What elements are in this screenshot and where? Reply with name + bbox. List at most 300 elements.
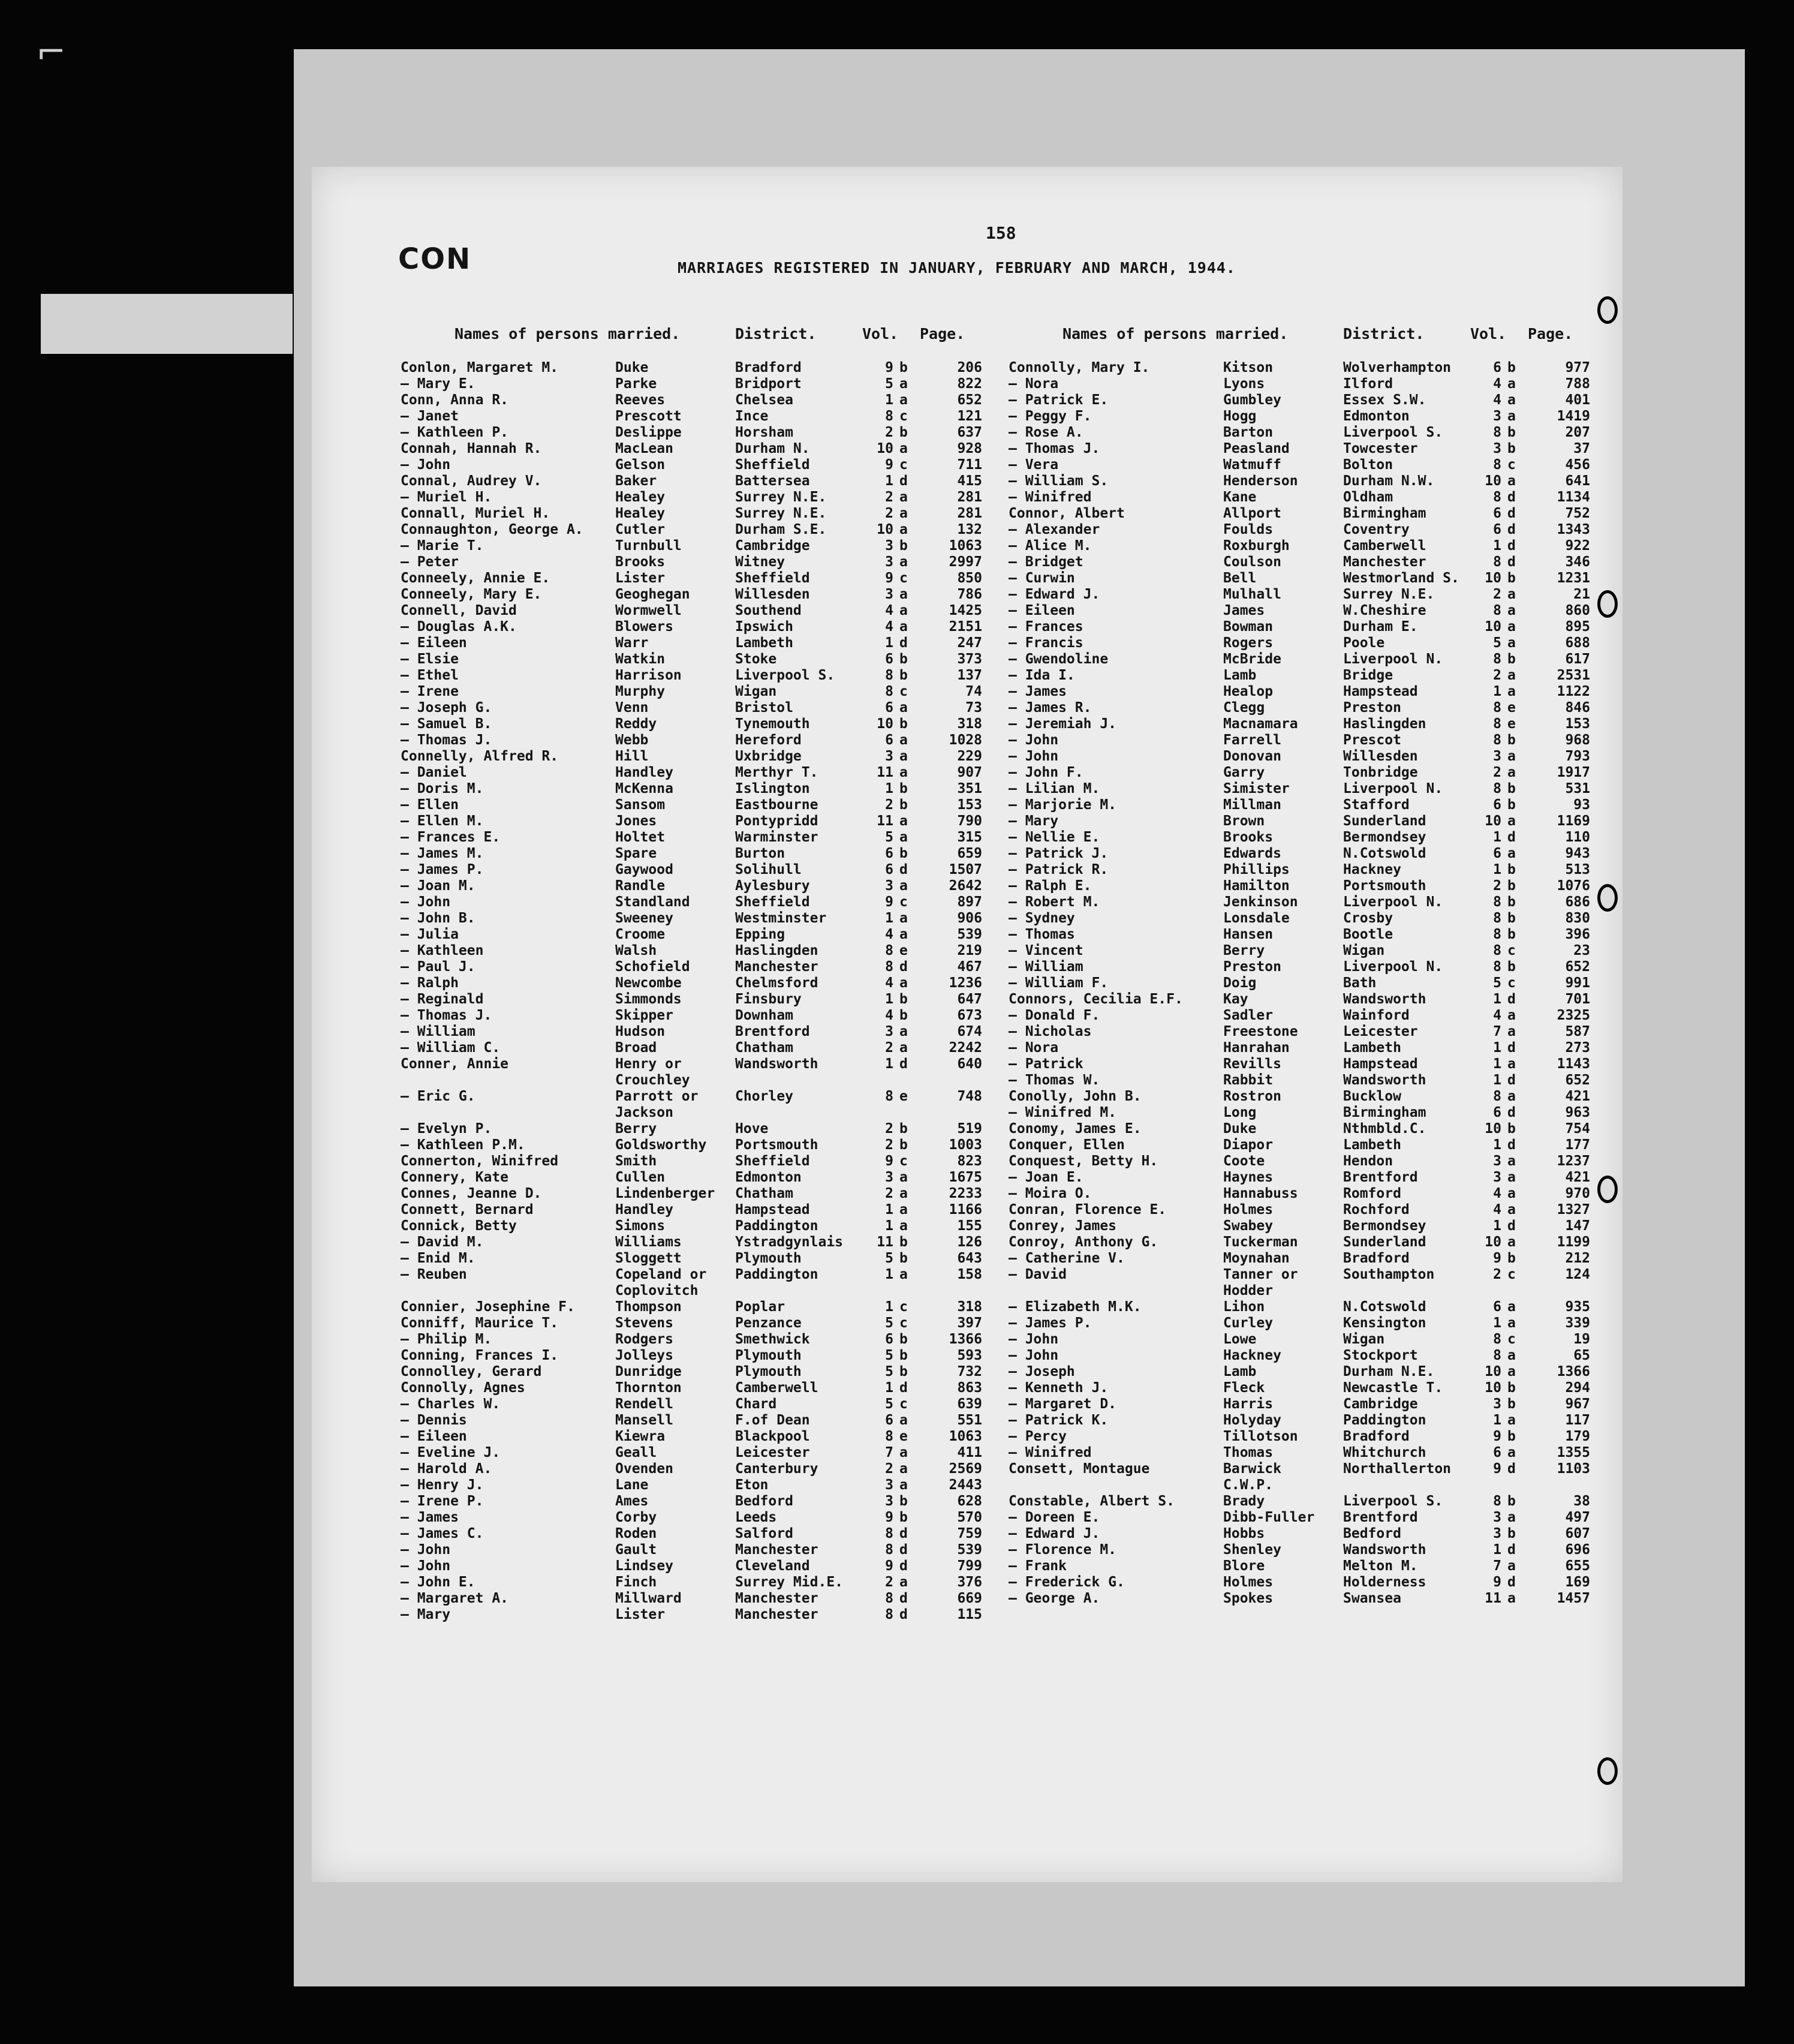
entry-vol-section: d <box>899 635 908 651</box>
register-entry <box>401 1364 1000 1380</box>
entry-vol: 8 <box>1493 781 1501 796</box>
entry-spouse: Coote <box>1223 1153 1265 1169</box>
entry-spouse: Lamb <box>1223 1364 1257 1379</box>
entry-page: 897 <box>957 894 982 910</box>
register-entry <box>401 538 1000 554</box>
register-entry <box>401 1445 1000 1461</box>
entry-vol: 5 <box>885 1251 893 1266</box>
entry-page: 247 <box>957 635 982 651</box>
entry-vol: 8 <box>1493 732 1501 748</box>
entry-page: 652 <box>957 392 982 408</box>
entry-spouse: Dunridge <box>615 1364 682 1379</box>
entry-vol: 9 <box>1493 1574 1501 1590</box>
entry-vol: 10 <box>1485 1364 1501 1379</box>
entry-page: 551 <box>957 1412 982 1428</box>
header-vol: Vol. <box>862 325 899 342</box>
entry-spouse: Fleck <box>1223 1380 1265 1396</box>
register-entry <box>1009 1008 1608 1024</box>
entry-spouse: Millward <box>615 1591 682 1606</box>
entry-vol-section: e <box>899 1089 908 1104</box>
entry-vol-section: a <box>1507 668 1516 683</box>
entry-vol-section: a <box>1507 1510 1516 1525</box>
entry-page: 2997 <box>949 554 982 570</box>
entry-vol-section: a <box>899 732 908 748</box>
register-entry <box>401 376 1000 392</box>
entry-name: — Philip M. <box>401 1331 492 1347</box>
entry-vol-section: a <box>899 1412 908 1428</box>
entry-vol: 5 <box>885 1396 893 1412</box>
entry-page: 401 <box>1565 392 1590 408</box>
entry-vol-section: a <box>899 1267 908 1282</box>
entry-vol-section: b <box>899 1364 908 1379</box>
entry-vol-section: b <box>899 651 908 667</box>
entry-name: — Joan E. <box>1009 1170 1083 1185</box>
entry-vol: 1 <box>1493 538 1501 554</box>
entry-vol-section: d <box>1507 506 1516 521</box>
entry-name: — Frances E. <box>401 829 501 845</box>
entry-name: — Nora <box>1009 376 1059 392</box>
entry-spouse: Long <box>1223 1105 1257 1120</box>
entry-vol-section: a <box>1507 603 1516 618</box>
entry-vol: 3 <box>885 1024 893 1039</box>
entry-spouse: Freestone <box>1223 1024 1298 1039</box>
register-entry <box>1009 991 1608 1008</box>
entry-vol: 8 <box>1493 959 1501 975</box>
entry-vol-section: c <box>1507 1267 1516 1282</box>
entry-name: — Mary <box>401 1607 451 1622</box>
entry-vol-section: a <box>1507 813 1516 829</box>
entry-page: 513 <box>1565 862 1590 877</box>
entry-district: Burton <box>735 846 785 861</box>
register-entry <box>401 1267 1000 1283</box>
entry-name: Conneely, Annie E. <box>401 570 550 586</box>
entry-district: Sheffield <box>735 570 810 586</box>
register-entry <box>1009 1493 1608 1510</box>
entry-spouse: Kane <box>1223 489 1257 505</box>
entry-district: Wigan <box>1343 1331 1385 1347</box>
register-entry <box>401 1170 1000 1186</box>
entry-spouse: Sloggett <box>615 1251 682 1266</box>
entry-name: Connolley, Gerard <box>401 1364 542 1379</box>
entry-spouse: Walsh <box>615 943 657 958</box>
entry-page: 93 <box>1573 797 1590 813</box>
entry-spouse: Turnbull <box>615 538 682 554</box>
register-entry <box>1009 1299 1608 1315</box>
entry-spouse: Peasland <box>1223 441 1290 456</box>
entry-page: 759 <box>957 1526 982 1541</box>
entry-vol-section: d <box>1507 522 1516 537</box>
entry-spouse: Hansen <box>1223 927 1274 942</box>
entry-name: — David M. <box>401 1234 484 1250</box>
entry-vol: 11 <box>877 1234 893 1250</box>
entry-vol: 9 <box>885 1558 893 1574</box>
entry-district: F.of Dean <box>735 1412 810 1428</box>
entry-spouse: Coulson <box>1223 554 1281 570</box>
entry-vol-section: b <box>899 991 908 1007</box>
entry-name: — Patrick E. <box>1009 392 1109 408</box>
register-entry <box>401 392 1000 408</box>
entry-vol-section: a <box>899 506 908 521</box>
entry-vol-section: a <box>899 975 908 991</box>
entry-district: Brentford <box>735 1024 810 1039</box>
entry-vol: 1 <box>1493 1412 1501 1428</box>
entry-vol: 4 <box>1493 1202 1501 1218</box>
entry-vol-section: b <box>899 797 908 813</box>
register-entry <box>1009 959 1608 975</box>
entry-spouse: Tanner or <box>1223 1267 1298 1282</box>
entry-spouse: Healey <box>615 506 666 521</box>
entry-spouse: Bowman <box>1223 619 1274 635</box>
entry-vol-section: d <box>899 473 908 489</box>
entry-page: 967 <box>1565 1396 1590 1412</box>
entry-vol: 8 <box>885 1429 893 1444</box>
entry-vol-section: d <box>1507 1461 1516 1477</box>
entry-district: Wandsworth <box>1343 1072 1426 1088</box>
entry-page: 640 <box>957 1056 982 1072</box>
entry-district: Poole <box>1343 635 1385 651</box>
right-entries-column <box>1009 360 1608 1607</box>
entry-vol: 9 <box>1493 1429 1501 1444</box>
entry-page: 696 <box>1565 1542 1590 1558</box>
entry-name: — Bridget <box>1009 554 1083 570</box>
entry-vol: 8 <box>885 1607 893 1622</box>
register-entry <box>401 1234 1000 1251</box>
register-entry <box>401 684 1000 700</box>
entry-vol-section: e <box>899 943 908 958</box>
entry-page: 793 <box>1565 749 1590 764</box>
entry-spouse: Lihon <box>1223 1299 1265 1315</box>
entry-vol-section: a <box>1507 1008 1516 1023</box>
entry-name: — Joseph <box>1009 1364 1075 1379</box>
entry-district: Bolton <box>1343 457 1393 473</box>
entry-vol: 10 <box>877 522 893 537</box>
entry-vol: 6 <box>885 862 893 877</box>
entry-district: Chatham <box>735 1040 793 1056</box>
entry-page: 754 <box>1565 1121 1590 1137</box>
entry-spouse: Holyday <box>1223 1412 1281 1428</box>
entry-vol-section: a <box>899 765 908 780</box>
register-entry <box>401 927 1000 943</box>
entry-name: — Florence M. <box>1009 1542 1117 1558</box>
register-entry <box>1009 1412 1608 1429</box>
entry-vol-section: b <box>1507 862 1516 877</box>
entry-vol: 4 <box>1493 392 1501 408</box>
entry-spouse: Rendell <box>615 1396 673 1412</box>
entry-spouse: Harris <box>1223 1396 1274 1412</box>
register-entry <box>401 1072 1000 1089</box>
entry-district: Towcester <box>1343 441 1418 456</box>
register-entry <box>401 603 1000 619</box>
entry-vol-section: b <box>899 538 908 554</box>
entry-vol-section: a <box>899 1202 908 1218</box>
register-entry <box>401 813 1000 829</box>
entry-vol: 5 <box>1493 975 1501 991</box>
entry-district: Eastbourne <box>735 797 818 813</box>
entry-name: — Patrick K. <box>1009 1412 1109 1428</box>
entry-spouse: Macnamara <box>1223 716 1298 732</box>
entry-vol-section: b <box>899 1251 908 1266</box>
entry-vol-section: a <box>899 910 908 926</box>
entry-name: Conn, Anna R. <box>401 392 509 408</box>
register-entry <box>401 651 1000 668</box>
entry-district: Bradford <box>1343 1251 1410 1266</box>
register-entry <box>401 1331 1000 1348</box>
entry-district: Battersea <box>735 473 810 489</box>
entry-district: Canterbury <box>735 1461 818 1477</box>
entry-name: — Elsie <box>401 651 459 667</box>
entry-vol-section: d <box>899 1558 908 1574</box>
entry-name: — Irene <box>401 684 459 699</box>
entry-vol: 7 <box>1493 1558 1501 1574</box>
entry-vol: 9 <box>885 457 893 473</box>
entry-vol: 3 <box>885 538 893 554</box>
entry-district: Bootle <box>1343 927 1393 942</box>
entry-vol-section: a <box>1507 1412 1516 1428</box>
entry-name: Connell, David <box>401 603 517 618</box>
register-entry <box>1009 878 1608 894</box>
entry-vol-section: a <box>1507 1315 1516 1331</box>
entry-vol-section: b <box>899 1121 908 1137</box>
entry-page: 1425 <box>949 603 982 618</box>
entry-vol-section: d <box>1507 1218 1516 1234</box>
entry-district: Manchester <box>735 1591 818 1606</box>
entry-spouse: Henderson <box>1223 473 1298 489</box>
entry-page: 1457 <box>1557 1591 1590 1606</box>
entry-spouse: Handley <box>615 765 673 780</box>
entry-spouse: Henry or <box>615 1056 682 1072</box>
entry-vol: 8 <box>1493 894 1501 910</box>
entry-spouse: Goldsworthy <box>615 1137 707 1153</box>
entry-page: 1366 <box>1557 1364 1590 1379</box>
entry-page: 823 <box>957 1153 982 1169</box>
entry-vol-section: b <box>899 1331 908 1347</box>
register-entry <box>401 1607 1000 1623</box>
entry-name: — Thomas W. <box>1009 1072 1100 1088</box>
entry-vol-section: b <box>1507 959 1516 975</box>
entry-vol-section: b <box>899 1348 908 1363</box>
register-entry <box>401 408 1000 425</box>
entry-page: 570 <box>957 1510 982 1525</box>
entry-district: Horsham <box>735 425 793 440</box>
entry-district: Ilford <box>1343 376 1393 392</box>
entry-vol-section: a <box>1507 765 1516 780</box>
entry-vol: 4 <box>885 975 893 991</box>
entry-vol: 1 <box>885 1056 893 1072</box>
entry-vol: 5 <box>885 829 893 845</box>
entry-page: 922 <box>1565 538 1590 554</box>
entry-district: N.Cotswold <box>1343 846 1426 861</box>
entry-district: Lambeth <box>735 635 793 651</box>
entry-name: — Paul J. <box>401 959 475 975</box>
entry-name: — Francis <box>1009 635 1083 651</box>
entry-vol-section: b <box>899 716 908 732</box>
entry-spouse: Smith <box>615 1153 657 1169</box>
entry-vol-section: d <box>899 1380 908 1396</box>
register-entry <box>401 1283 1000 1299</box>
entry-vol: 6 <box>1493 360 1501 375</box>
entry-page: 169 <box>1565 1574 1590 1590</box>
entry-name: — Gwendoline <box>1009 651 1109 667</box>
register-entry <box>401 1202 1000 1218</box>
entry-vol: 1 <box>885 635 893 651</box>
register-entry <box>401 716 1000 732</box>
entry-district: Surrey N.E. <box>1343 587 1435 602</box>
entry-district: Liverpool S. <box>1343 1493 1443 1509</box>
entry-name: — Nicholas <box>1009 1024 1092 1039</box>
entry-page: 467 <box>957 959 982 975</box>
entry-spouse: Croome <box>615 927 666 942</box>
entry-vol-section: b <box>1507 360 1516 375</box>
entry-district: Manchester <box>735 1607 818 1622</box>
register-entry <box>401 1105 1000 1121</box>
entry-spouse: Lindsey <box>615 1558 673 1574</box>
entry-district: Ystradgynlais <box>735 1234 844 1250</box>
entry-name: — Alexander <box>1009 522 1100 537</box>
entry-vol: 11 <box>877 765 893 780</box>
entry-vol: 3 <box>1493 1153 1501 1169</box>
entry-spouse: Lindenberger <box>615 1186 715 1201</box>
entry-vol: 10 <box>1485 473 1501 489</box>
entry-district: Hendon <box>1343 1153 1393 1169</box>
entry-spouse: Lane <box>615 1477 649 1493</box>
register-entry <box>1009 522 1608 538</box>
entry-spouse: Crouchley <box>615 1072 690 1088</box>
register-entry <box>1009 1251 1608 1267</box>
entry-vol: 1 <box>885 1299 893 1315</box>
register-entry <box>401 441 1000 457</box>
entry-page: 1231 <box>1557 570 1590 586</box>
entry-vol-section: c <box>899 1315 908 1331</box>
entry-name: Connal, Audrey V. <box>401 473 542 489</box>
entry-vol: 6 <box>1493 522 1501 537</box>
entry-name: — James R. <box>1009 700 1092 716</box>
entry-vol-section: b <box>1507 894 1516 910</box>
entry-vol-section: b <box>899 1493 908 1509</box>
entry-name: Conlon, Margaret M. <box>401 360 559 375</box>
entry-district: Islington <box>735 781 810 796</box>
entry-vol-section: b <box>899 1510 908 1525</box>
entry-page: 2325 <box>1557 1008 1590 1023</box>
entry-district: Bridport <box>735 376 802 392</box>
entry-name: — Winifred <box>1009 1445 1092 1460</box>
entry-spouse: Hodder <box>1223 1283 1274 1298</box>
entry-vol-section: e <box>1507 700 1516 716</box>
entry-name: — Reuben <box>401 1267 467 1282</box>
entry-vol-section: b <box>1507 781 1516 796</box>
entry-page: 65 <box>1573 1348 1590 1363</box>
entry-spouse: Allport <box>1223 506 1281 521</box>
entry-vol-section: a <box>899 1040 908 1056</box>
entry-district: Pontypridd <box>735 813 818 829</box>
entry-name: — Ethel <box>401 668 459 683</box>
entry-spouse: Simister <box>1223 781 1290 796</box>
entry-district: Willesden <box>1343 749 1418 764</box>
entry-vol: 2 <box>885 506 893 521</box>
register-entry <box>401 991 1000 1008</box>
entry-page: 607 <box>1565 1526 1590 1541</box>
entry-name: — Joan M. <box>401 878 475 894</box>
entry-name: — Marjorie M. <box>1009 797 1117 813</box>
entry-vol-section: c <box>899 457 908 473</box>
entry-page: 212 <box>1565 1251 1590 1266</box>
entry-spouse: Standland <box>615 894 690 910</box>
entry-district: Merthyr T. <box>735 765 818 780</box>
entry-vol: 3 <box>1493 408 1501 424</box>
entry-district: Hove <box>735 1121 769 1137</box>
entry-spouse: Wormwell <box>615 603 682 618</box>
register-entry <box>401 749 1000 765</box>
entry-page: 1366 <box>949 1331 982 1347</box>
entry-name: — Dennis <box>401 1412 467 1428</box>
register-entry <box>1009 1461 1608 1477</box>
entry-name: — Peter <box>401 554 459 570</box>
entry-vol: 2 <box>885 489 893 505</box>
entry-page: 1327 <box>1557 1202 1590 1218</box>
entry-page: 1063 <box>949 538 982 554</box>
register-entry <box>1009 457 1608 473</box>
register-entry <box>401 1477 1000 1493</box>
entry-page: 155 <box>957 1218 982 1234</box>
entry-vol-section: b <box>899 360 908 375</box>
entry-vol-section: d <box>1507 991 1516 1007</box>
entry-spouse: Broad <box>615 1040 657 1056</box>
entry-name: — Nellie E. <box>1009 829 1100 845</box>
register-entry <box>401 1542 1000 1558</box>
register-entry <box>401 635 1000 651</box>
register-entry <box>1009 1202 1608 1218</box>
entry-district: Liverpool N. <box>1343 894 1443 910</box>
entry-vol-section: a <box>1507 376 1516 392</box>
entry-vol: 1 <box>885 392 893 408</box>
entry-district: Warminster <box>735 829 818 845</box>
entry-vol: 8 <box>1493 554 1501 570</box>
entry-page: 539 <box>957 1542 982 1558</box>
entry-name: — James P. <box>1009 1315 1092 1331</box>
entry-vol-section: b <box>1507 570 1516 586</box>
entry-vol: 1 <box>1493 1072 1501 1088</box>
register-entry <box>401 1089 1000 1105</box>
entry-district: Nthmbld.C. <box>1343 1121 1426 1137</box>
entry-page: 1134 <box>1557 489 1590 505</box>
entry-spouse: Hudson <box>615 1024 666 1039</box>
entry-district: Bradford <box>735 360 802 375</box>
entry-vol: 3 <box>885 749 893 764</box>
entry-spouse: Reddy <box>615 716 657 732</box>
entry-page: 23 <box>1573 943 1590 958</box>
entry-vol: 6 <box>1493 797 1501 813</box>
entry-district: Bucklow <box>1343 1089 1401 1104</box>
entry-district: Camberwell <box>1343 538 1426 554</box>
entry-name: — James <box>401 1510 459 1525</box>
entry-name: — John B. <box>401 910 475 926</box>
entry-vol-section: a <box>1507 408 1516 424</box>
entry-vol-section: a <box>1507 1202 1516 1218</box>
entry-vol-section: b <box>1507 927 1516 942</box>
entry-page: 281 <box>957 506 982 521</box>
entry-spouse: Clegg <box>1223 700 1265 716</box>
entry-name: — James M. <box>401 846 484 861</box>
entry-spouse: Baker <box>615 473 657 489</box>
register-entry <box>401 1380 1000 1396</box>
entry-vol: 8 <box>1493 943 1501 958</box>
entry-page: 711 <box>957 457 982 473</box>
entry-vol-section: d <box>1507 554 1516 570</box>
register-entry <box>1009 927 1608 943</box>
register-entry <box>1009 716 1608 732</box>
entry-name: — Kenneth J. <box>1009 1380 1109 1396</box>
entry-page: 421 <box>1565 1170 1590 1185</box>
entry-vol: 1 <box>885 1380 893 1396</box>
